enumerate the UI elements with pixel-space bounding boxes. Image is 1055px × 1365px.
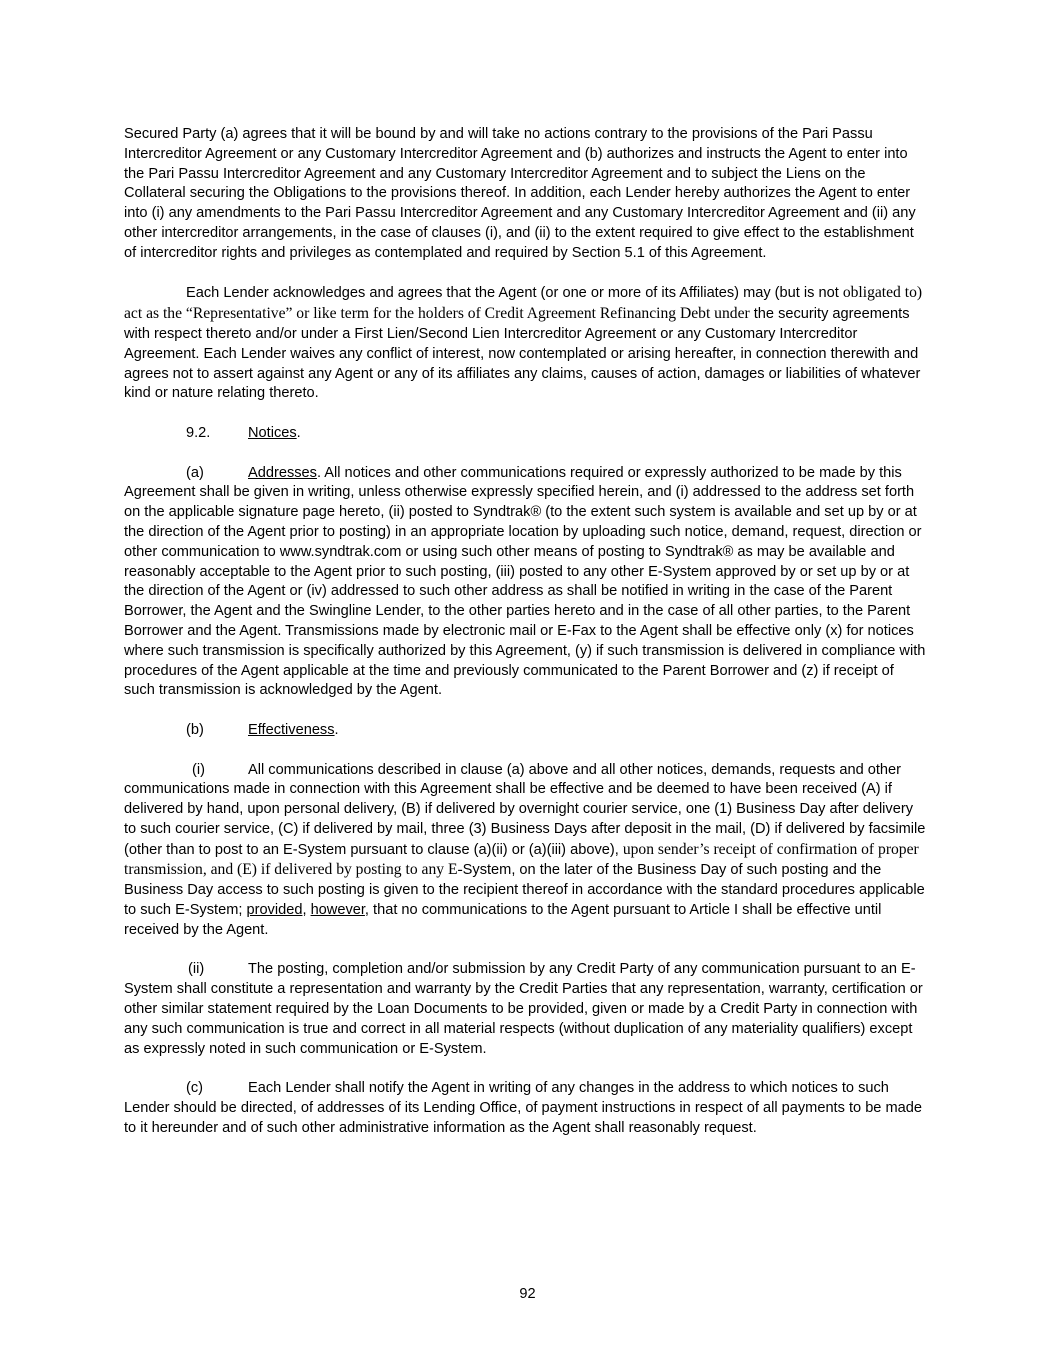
paragraph-representative bbox=[124, 283, 928, 404]
section-title-suffix: . bbox=[296, 424, 301, 441]
clause-b-title: Effectiveness bbox=[248, 721, 335, 738]
clause-c-text: Each Lender shall notify the Agent in writing of any changes in the address to which notices to such Lender should be directed, of addresses of its Lending Office, of payment instructions in respect of all payments to be made to it hereunder and of such other administrative information as the Agent shall reasonably request. bbox=[124, 1080, 922, 1136]
clause-b-i bbox=[124, 761, 928, 941]
clause-b-ii-label: (ii) bbox=[188, 961, 205, 978]
paragraph-representative-part1: Each Lender acknowledges and agrees that the Agent (or one or more of its Affiliates) may (but is not bbox=[186, 285, 843, 302]
clause-b-i-part2: upon sender’s receipt of confirmation of proper transmission, and (E) if delivered by posting to any E- bbox=[124, 840, 919, 879]
clause-c-label: (c) bbox=[186, 1080, 204, 1097]
paragraph-intercreditor: Secured Party (a) agrees that it will be bound by and will take no actions contrary to the provisions of the Pari Passu Intercreditor Agreement or any Customary Intercreditor Agreement and (b) authorizes and instructs the Agent to enter into the Pari Passu Intercreditor Agreement and any Customary Intercreditor Agreement and to subject the Liens on the Collateral securing the Obligations to the provisions thereof. In addition, each Lender hereby authorizes the Agent to enter into (i) any amendments to the Pari Passu Intercreditor Agreement and any Customary Intercreditor Agreement and (ii) any other intercreditor arrangements, in the case of clauses (i), and (ii) to the extent required to give effect to the establishment of intercreditor rights and privileges as contemplated and required by Section 5.1 of this Agreement. bbox=[124, 126, 916, 261]
clause-b-i-part4: , that no communications to the Agent pursuant to Article I shall be effective until received by the Agent. bbox=[124, 902, 882, 938]
section-number: 9.2. bbox=[186, 424, 211, 441]
clause-b-label: (b) bbox=[186, 721, 204, 738]
paragraph-representative-part2: obligated to) act as the “Representative” or like term for the holders of Credit Agreement Refinancing Debt under bbox=[124, 284, 923, 323]
clause-c bbox=[124, 1079, 928, 1138]
clause-b-i-part1: All communications described in clause (a) above and all other notices, demands, requests and other communications made in connection with this Agreement shall be effective and be deemed to have been received (A) if delivered by hand, upon personal delivery, (B) if delivered by overnight courier service, one (1) Business Day after delivery to such courier service, (C) if delivered by mail, three (3) Business Days after deposit in the mail, (D) if delivered by facsimile (other than to post to an E-System pursuant to clause (a)(ii) or (a)(iii) above), bbox=[124, 761, 926, 858]
clause-a bbox=[124, 464, 928, 702]
clause-b-heading bbox=[186, 721, 928, 741]
clause-b-i-provided: provided bbox=[246, 902, 303, 919]
clause-b-i-label: (i) bbox=[192, 761, 205, 778]
clause-a-text: All notices and other communications required or expressly authorized to be made by this Agreement shall be given in writing, unless otherwise expressly specified herein, and (i) addressed to the address set forth on the applicable signature page hereto, (ii) posted to Syndtrak® (to the extent such system is available and set up by or at the direction of the Agent prior to posting) in an appropriate location by uploading such notice, demand, request, direction or other communication to www.syndtrak.com or using such other means of posting to Syndtrak® as may be available and reasonably acceptable to the Agent prior to such posting, (iii) posted to any other E-System approved by or set up by or at the direction of the Agent or (iv) addressed to such other address as shall be notified in writing in the case of the Parent Borrower, the Agent and the Swingline Lender, to the other parties hereto and in the case of all other parties, to the Parent Borrower and the Agent. Transmissions made by electronic mail or E-Fax to the Agent shall be effective only (x) for notices where such transmission is specifically authorized by this Agreement, (y) if such transmission is delivered in compliance with procedures of the Agent applicable at the time and previously communicated to the Parent Borrower and (z) if receipt of such transmission is acknowledged by the Agent. bbox=[124, 464, 926, 699]
clause-a-title: Addresses bbox=[248, 464, 317, 481]
clause-b-i-however: however bbox=[310, 902, 365, 919]
clause-b-ii bbox=[124, 960, 928, 1059]
clause-b-title-suffix: . bbox=[334, 721, 339, 738]
clause-b-i-comma: , bbox=[302, 902, 311, 919]
clause-b-ii-text: The posting, completion and/or submission by any Credit Party of any communication pursuant to an E-System shall constitute a representation and warranty by the Credit Parties that any representation, warranty, certification or other similar statement required by the Loan Documents to be provided, given or made by a Credit Party in connection with any such communication is true and correct in all material respects (without duplication of any materiality qualifiers) except as expressly noted in such communication or E-System. bbox=[124, 961, 923, 1057]
clause-a-label: (a) bbox=[186, 464, 204, 481]
section-heading bbox=[186, 424, 928, 444]
paragraph-representative-part3: the security agreements with respect thereto and/or under a First Lien/Second Lien Intercreditor Agreement or any Customary Intercreditor Agreement. Each Lender waives any conflict of interest, now contemplated or arising hereafter, in connection therewith and agrees not to assert against any Agent or any of its affiliates any claims, causes of action, damages or liabilities of whatever kind or nature relating thereto. bbox=[124, 306, 921, 402]
page-number: 92 bbox=[519, 1286, 536, 1302]
section-title: Notices bbox=[248, 424, 297, 441]
clause-a-title-suffix: . bbox=[316, 464, 322, 481]
clause-b-i-part3: System, on the later of the Business Day of such posting and the Business Day access to such posting is given to the recipient thereof in accordance with the standard procedures applicable to such E-System; bbox=[124, 862, 925, 919]
document-body bbox=[124, 125, 928, 1158]
